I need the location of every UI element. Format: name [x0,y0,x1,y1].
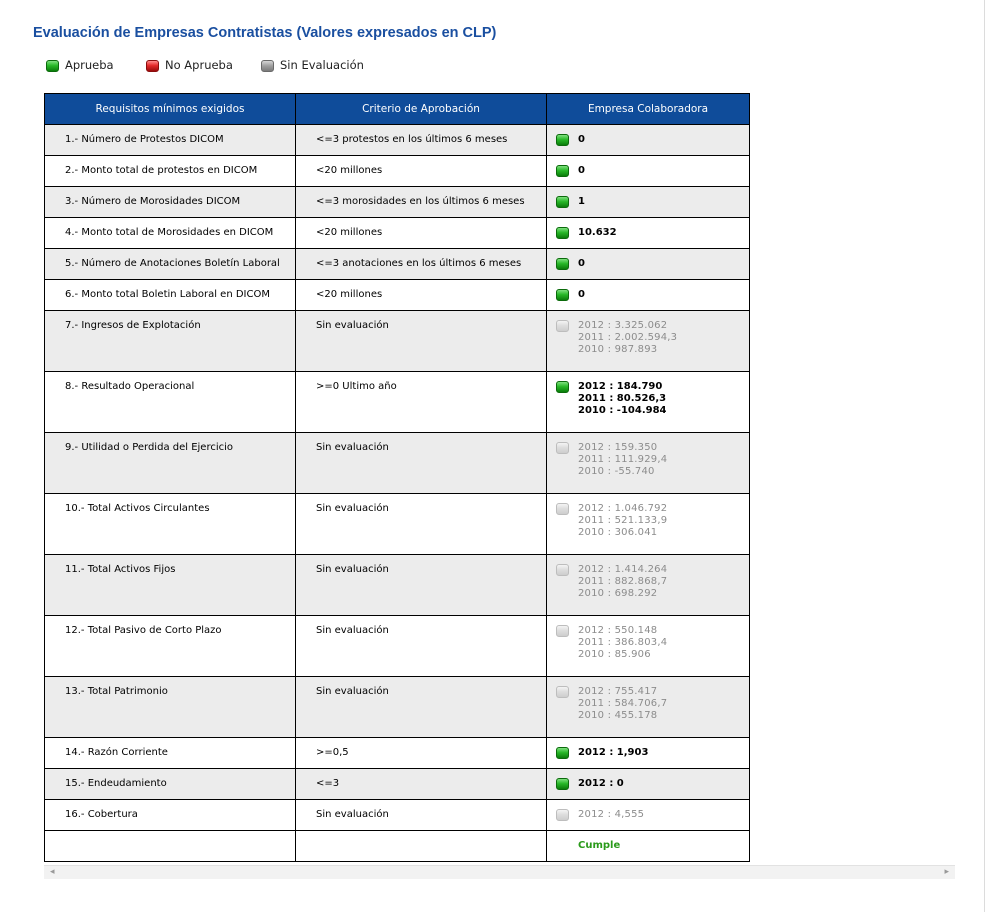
requirement-cell: 14.- Razón Corriente [45,738,296,769]
gray-indicator-icon [556,442,569,454]
criterion-cell: Sin evaluación [296,616,547,677]
scroll-left-icon[interactable]: ◂ [50,867,55,877]
criterion-cell: Sin evaluación [296,433,547,494]
requirement-cell: 11.- Total Activos Fijos [45,555,296,616]
requirement-cell: 7.- Ingresos de Explotación [45,311,296,372]
criterion-cell: Sin evaluación [296,800,547,831]
table-row [45,311,750,372]
requirement-cell: 10.- Total Activos Circulantes [45,494,296,555]
table-footer-row [45,831,750,862]
company-value-cell [547,555,750,616]
requirement-cell: 5.- Número de Anotaciones Boletín Laboral [45,249,296,280]
company-value: 2011 : 521.133,9 [578,515,668,526]
criterion-cell: <20 millones [296,218,547,249]
company-value-cell [547,738,750,769]
requirement-cell: 13.- Total Patrimonio [45,677,296,738]
table-row [45,280,750,311]
green-indicator-icon [556,381,569,393]
criterion-cell: <=3 protestos en los últimos 6 meses [296,125,547,156]
frame-divider [984,0,985,912]
gray-indicator-icon [556,564,569,576]
requirement-cell: 15.- Endeudamiento [45,769,296,800]
company-value: 2011 : 584.706,7 [578,698,668,709]
company-value: 2010 : 698.292 [578,588,658,599]
requirement-cell: 6.- Monto total Boletin Laboral en DICOM [45,280,296,311]
requirement-cell: 1.- Número de Protestos DICOM [45,125,296,156]
company-value-cell [547,769,750,800]
company-value: 2012 : 1.414.264 [578,564,668,575]
table-row [45,156,750,187]
company-value: 2010 : -55.740 [578,466,655,477]
green-indicator-icon [556,196,569,208]
requirement-cell: 9.- Utilidad o Perdida del Ejercicio [45,433,296,494]
criterion-cell: >=0 Ultimo año [296,372,547,433]
requirement-cell: 8.- Resultado Operacional [45,372,296,433]
company-value: 2011 : 80.526,3 [578,393,667,404]
company-value: 2012 : 159.350 [578,442,658,453]
criterion-cell: Sin evaluación [296,555,547,616]
horizontal-scrollbar[interactable] [44,865,955,879]
table-row [45,249,750,280]
company-value-cell [547,218,750,249]
company-value: 2012 : 184.790 [578,381,663,392]
legend-item-sin-evaluacion [261,58,364,72]
legend-label: No Aprueba [165,58,233,72]
company-value-cell [547,433,750,494]
company-value-cell [547,311,750,372]
company-value: 2010 : -104.984 [578,405,667,416]
table-row [45,677,750,738]
legend-item-aprueba [46,58,114,72]
green-indicator-icon [556,778,569,790]
criterion-cell: <20 millones [296,156,547,187]
criterion-cell: <=3 [296,769,547,800]
requirement-cell: 12.- Total Pasivo de Corto Plazo [45,616,296,677]
table-row [45,494,750,555]
requirement-cell: 16.- Cobertura [45,800,296,831]
table-row [45,769,750,800]
table-header-row [45,94,750,125]
green-indicator-icon [556,165,569,177]
red-indicator-icon [146,60,159,72]
company-value-cell [547,280,750,311]
company-value-cell [547,249,750,280]
company-value: 2012 : 3.325.062 [578,320,668,331]
gray-indicator-icon [556,320,569,332]
company-value: 0 [578,165,585,176]
company-value-cell [547,677,750,738]
company-value-cell [547,494,750,555]
company-value: 2011 : 882.868,7 [578,576,668,587]
footer-empty-cell [45,831,296,862]
result-status: Cumple [578,840,621,851]
table-row [45,218,750,249]
green-indicator-icon [556,227,569,239]
green-indicator-icon [556,258,569,270]
criterion-cell: Sin evaluación [296,677,547,738]
company-value: 2011 : 111.929,4 [578,454,668,465]
table-row [45,187,750,218]
header-empresa: Empresa Colaboradora [547,94,750,125]
company-value: 2011 : 2.002.594,3 [578,332,678,343]
company-value: 2012 : 1.046.792 [578,503,668,514]
company-value: 2012 : 4,555 [578,809,645,820]
footer-empty-cell [296,831,547,862]
green-indicator-icon [556,289,569,301]
requirement-cell: 2.- Monto total de protestos en DICOM [45,156,296,187]
gray-indicator-icon [556,809,569,821]
criterion-cell: Sin evaluación [296,494,547,555]
requirement-cell: 3.- Número de Morosidades DICOM [45,187,296,218]
gray-indicator-icon [261,60,274,72]
company-value: 2010 : 85.906 [578,649,651,660]
company-value-cell [547,800,750,831]
company-value: 10.632 [578,227,617,238]
table-row [45,555,750,616]
table-row [45,800,750,831]
criterion-cell: <=3 morosidades en los últimos 6 meses [296,187,547,218]
company-value: 0 [578,258,585,269]
scroll-right-icon[interactable]: ▸ [944,867,949,877]
header-requisitos: Requisitos mínimos exigidos [45,94,296,125]
criterion-cell: <20 millones [296,280,547,311]
gray-indicator-icon [556,503,569,515]
evaluation-table [44,93,750,862]
company-value-cell [547,187,750,218]
company-value: 2012 : 0 [578,778,624,789]
company-value: 2010 : 987.893 [578,344,658,355]
legend-label: Sin Evaluación [280,58,364,72]
company-value: 0 [578,289,585,300]
green-indicator-icon [556,747,569,759]
company-value: 2010 : 306.041 [578,527,658,538]
legend-item-no-aprueba [146,58,233,72]
table-row [45,372,750,433]
company-value: 0 [578,134,585,145]
legend-label: Aprueba [65,58,114,72]
green-indicator-icon [556,134,569,146]
green-indicator-icon [46,60,59,72]
table-row [45,616,750,677]
page-title: Evaluación de Empresas Contratistas (Valores expresados en CLP) [33,25,497,41]
company-value: 2012 : 550.148 [578,625,658,636]
company-value-cell [547,372,750,433]
company-value: 2010 : 455.178 [578,710,658,721]
criterion-cell: Sin evaluación [296,311,547,372]
table-row [45,738,750,769]
company-value-cell [547,125,750,156]
company-value-cell [547,616,750,677]
company-value: 2011 : 386.803,4 [578,637,668,648]
footer-result-cell [547,831,750,862]
company-value: 2012 : 1,903 [578,747,649,758]
table-row [45,433,750,494]
gray-indicator-icon [556,625,569,637]
company-value: 1 [578,196,585,207]
criterion-cell: >=0,5 [296,738,547,769]
header-criterio: Criterio de Aprobación [296,94,547,125]
company-value-cell [547,156,750,187]
gray-indicator-icon [556,686,569,698]
criterion-cell: <=3 anotaciones en los últimos 6 meses [296,249,547,280]
table-row [45,125,750,156]
requirement-cell: 4.- Monto total de Morosidades en DICOM [45,218,296,249]
company-value: 2012 : 755.417 [578,686,658,697]
